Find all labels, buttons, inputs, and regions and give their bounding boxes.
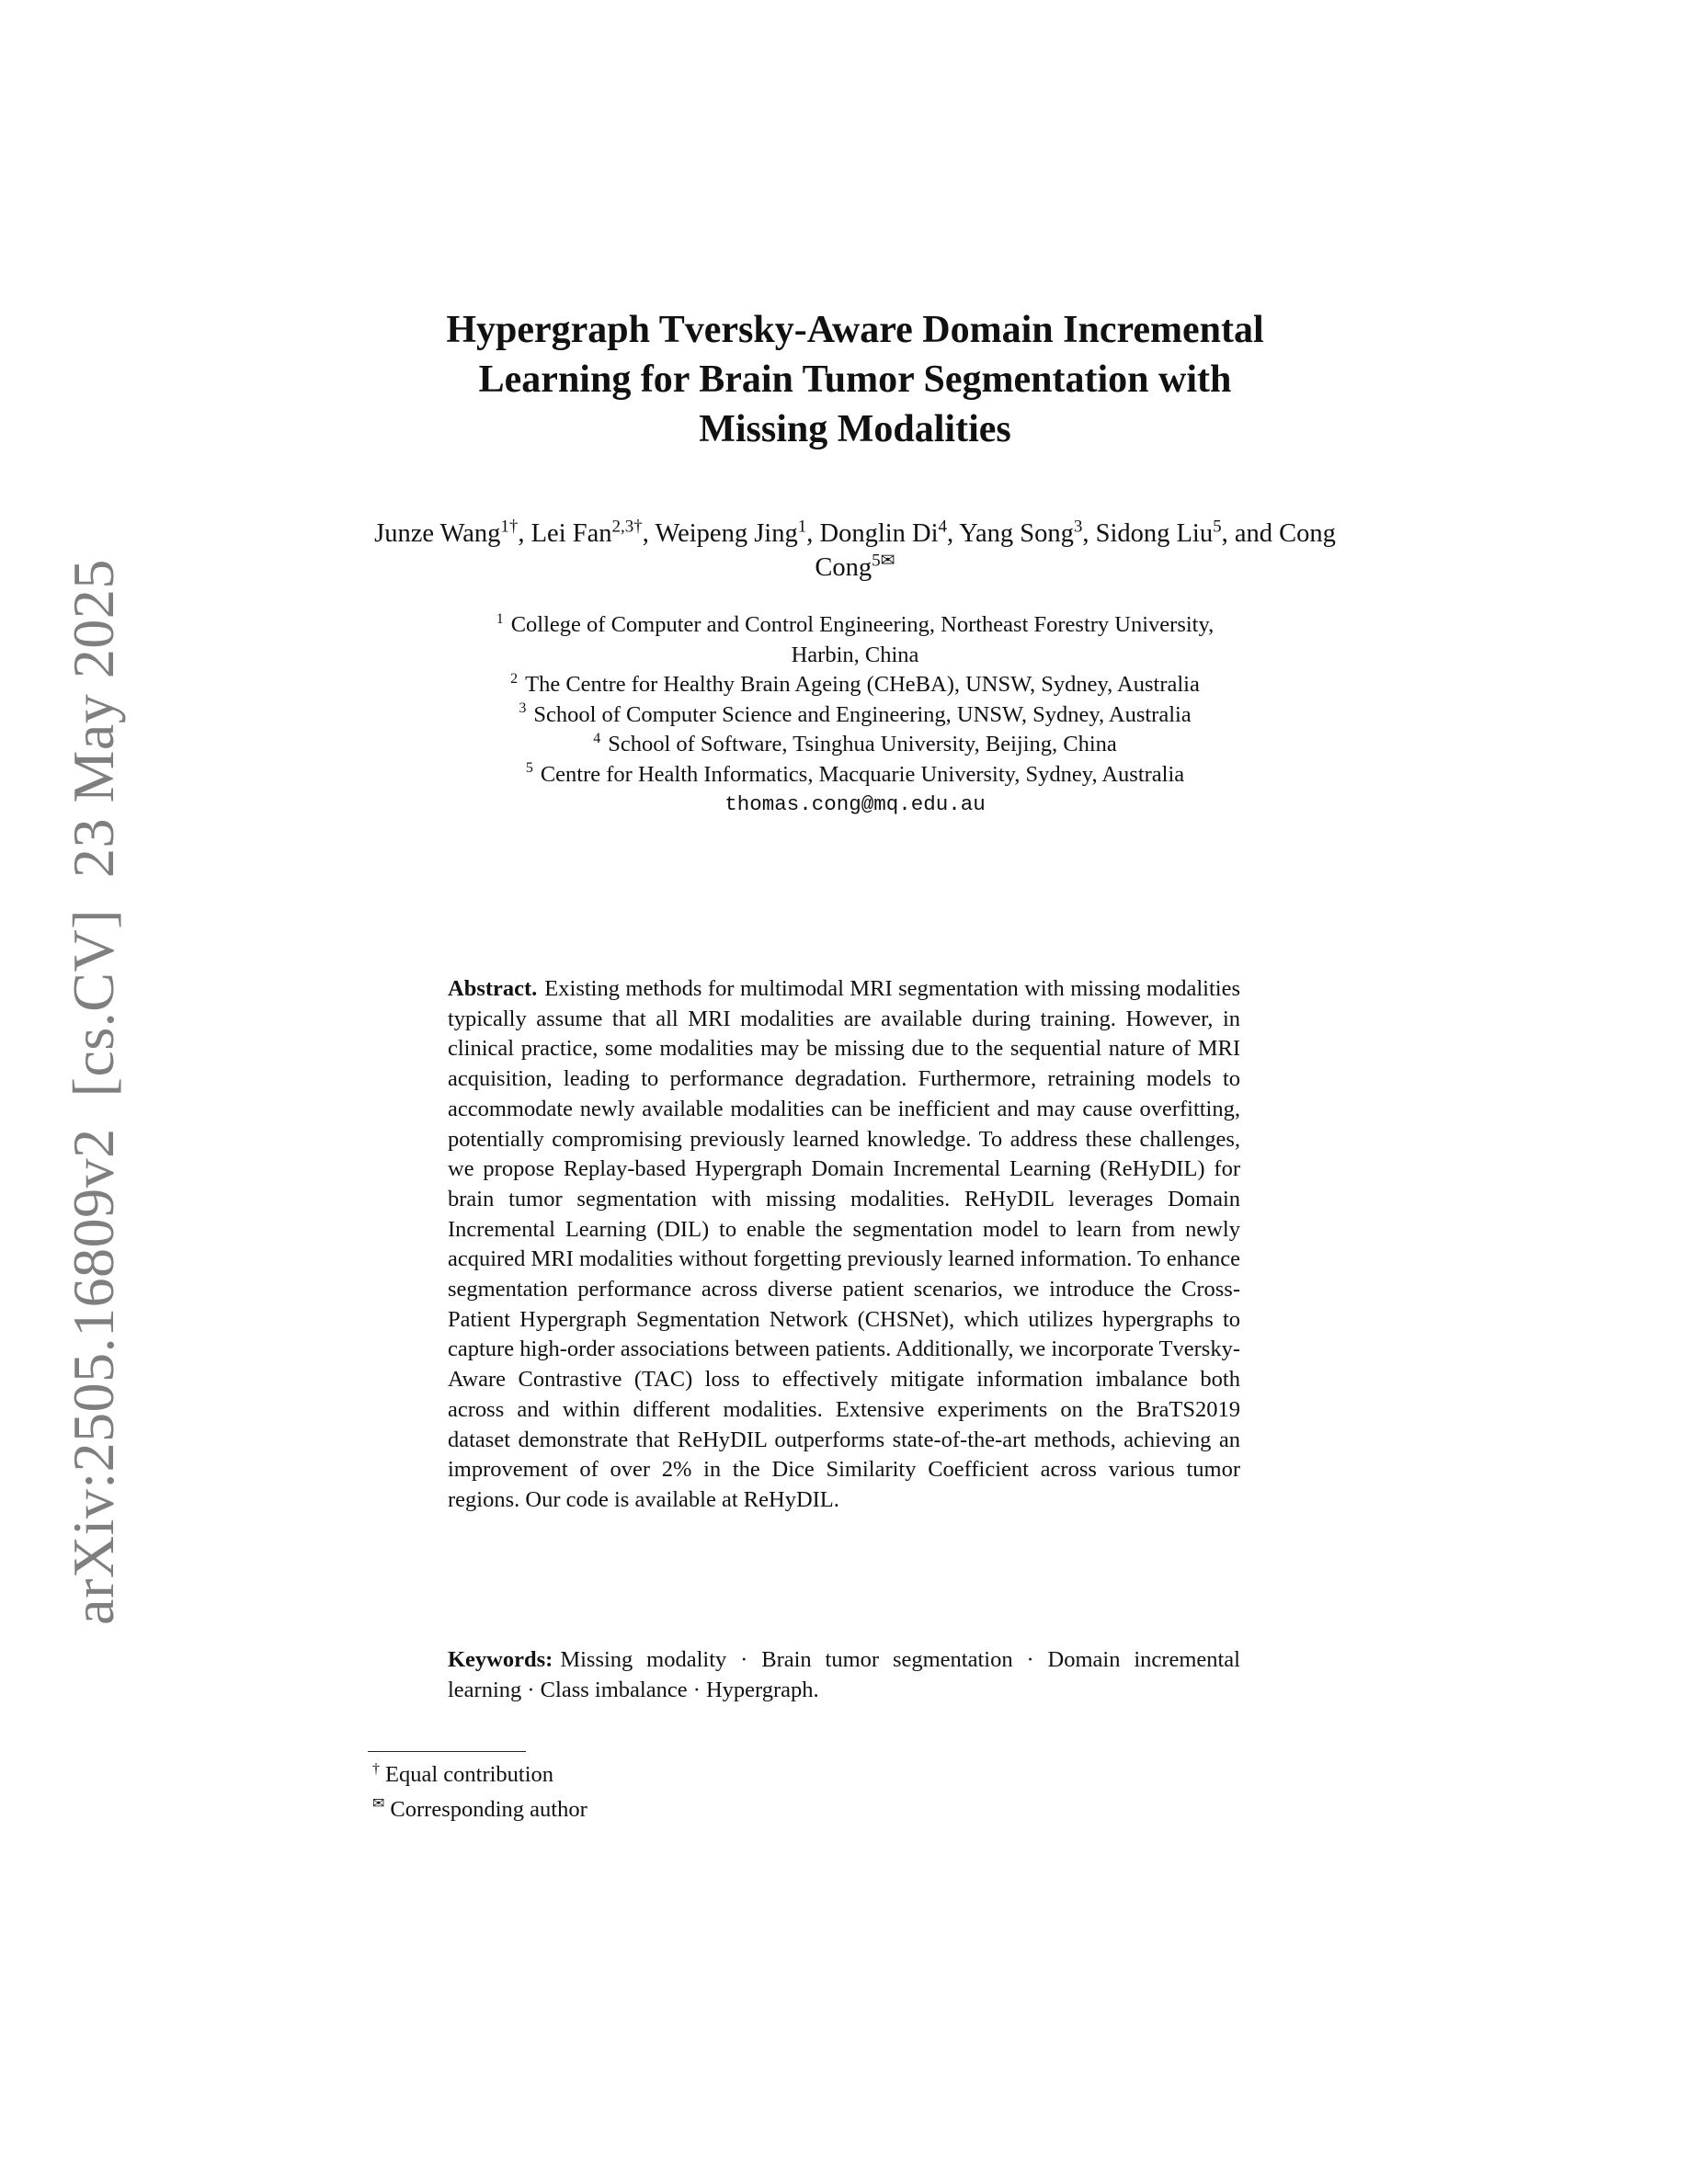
- author-separator: , and: [1221, 519, 1280, 548]
- author-separator: ,: [518, 519, 531, 548]
- footnote-text: Corresponding author: [390, 1797, 587, 1822]
- title-line: Missing Modalities: [699, 408, 1011, 450]
- keywords-text: Missing modality · Brain tumor segmentation · Domain incremental learning · Class imbalance · Hypergraph.: [448, 1647, 1240, 1702]
- author-name: Sidong Liu: [1095, 519, 1214, 548]
- author-name: Yang Song: [959, 519, 1074, 548]
- footnote-corresponding-author: [372, 1792, 587, 1827]
- affiliation-number: 4: [593, 730, 601, 746]
- author-affiliation-mark: 1: [797, 517, 807, 537]
- affiliation-continuation: Harbin, China: [791, 642, 919, 667]
- envelope-icon: ✉: [372, 1795, 385, 1812]
- affiliation-number: 3: [519, 700, 527, 717]
- affiliation-text: School of Software, Tsinghua University, Beijing, China: [608, 732, 1117, 756]
- arxiv-category: [cs.CV]: [61, 908, 126, 1098]
- author-name: Weipeng Jing: [655, 519, 798, 548]
- affiliation-number: 2: [510, 670, 519, 687]
- author-name: Junze Wang: [374, 519, 501, 548]
- author-affiliation-mark: 1†: [500, 517, 519, 537]
- keywords-label: Keywords:: [448, 1647, 553, 1672]
- author-name: Cong Cong: [815, 519, 1336, 582]
- affiliation-item: [303, 700, 1407, 731]
- corresponding-email[interactable]: thomas.cong@mq.edu.au: [724, 792, 986, 816]
- author-affiliation-mark: 3: [1073, 517, 1083, 537]
- paper-title: [303, 305, 1407, 454]
- arxiv-date: 23 May 2025: [61, 559, 126, 878]
- affiliation-number: 1: [496, 610, 504, 627]
- author-list: [349, 517, 1361, 585]
- author-affiliation-mark: 4: [938, 517, 948, 537]
- abstract: [448, 974, 1240, 1516]
- affiliation-item: [303, 670, 1407, 700]
- footnote-equal-contribution: [372, 1757, 587, 1792]
- footnote-divider: [368, 1751, 526, 1752]
- affiliation-number: 5: [525, 760, 533, 777]
- author-separator: ,: [947, 519, 960, 548]
- abstract-text: Existing methods for multimodal MRI segmentation with missing modalities typically assume that all MRI modalities are available during training. However, in clinical practice, some modalities may be missing due to the sequential nature of MRI acquisition, leading to performance degradation. Furthermore, retraining models to accommodate newly available modalities can be inefficient and may cause overfitting, potentially compromising previously learned knowledge. To address these challenges, we propose Replay-based Hypergraph Domain Incremental Learning (ReHyDIL) for brain tumor segmentation with missing modalities. ReHyDIL leverages Domain Incremental Learning (DIL) to enable the segmentation model to learn from newly acquired MRI modalities without forgetting previously learned information. To enhance segmentation performance across diverse patient scenarios, we introduce the Cross-Patient Hypergraph Segmentation Network (CHSNet), which utilizes hypergraphs to capture high-order associations between patients. Additionally, we incorporate Tversky-Aware Contrastive (TAC) loss to effectively mitigate information imbalance both across and within different modalities. Extensive experiments on the BraTS2019 dataset demonstrate that ReHyDIL outperforms state-of-the-art methods, achieving an improvement of over 2% in the Dice Similarity Coefficient across various tumor regions. Our code is available at ReHyDIL.: [448, 976, 1240, 1512]
- affiliation-text: Centre for Health Informatics, Macquarie University, Sydney, Australia: [540, 761, 1185, 787]
- affiliation-item: [303, 730, 1407, 760]
- title-line: Learning for Brain Tumor Segmentation with: [478, 358, 1232, 401]
- title-line: Hypergraph Tversky-Aware Domain Incremental: [446, 309, 1264, 351]
- author-separator: ,: [806, 519, 820, 548]
- affiliation-item: [303, 760, 1407, 791]
- affiliation-list: [303, 610, 1407, 820]
- author-affiliation-mark: 2,3†: [611, 517, 643, 537]
- author-separator: ,: [1082, 519, 1096, 548]
- arxiv-id: arXiv:2505.16809v2: [61, 1128, 126, 1625]
- author-name: Lei Fan: [530, 519, 612, 548]
- author-name: Donglin Di: [819, 519, 939, 548]
- arxiv-identifier-stamp: [60, 559, 128, 1625]
- affiliation-text: The Centre for Healthy Brain Ageing (CHeBA), UNSW, Sydney, Australia: [525, 672, 1200, 697]
- affiliation-item: [303, 610, 1407, 641]
- abstract-label: Abstract.: [448, 976, 538, 1001]
- dagger-mark: †: [372, 1760, 380, 1777]
- keywords: [448, 1645, 1240, 1705]
- author-affiliation-mark: 5✉: [872, 551, 895, 571]
- author-affiliation-mark: 5: [1213, 517, 1222, 537]
- footnote-text: Equal contribution: [385, 1762, 554, 1787]
- affiliation-text: School of Computer Science and Engineering, UNSW, Sydney, Australia: [533, 701, 1192, 727]
- footnotes: [372, 1757, 587, 1827]
- affiliation-text: College of Computer and Control Engineering, Northeast Forestry University,: [510, 612, 1215, 637]
- author-separator: ,: [642, 519, 656, 548]
